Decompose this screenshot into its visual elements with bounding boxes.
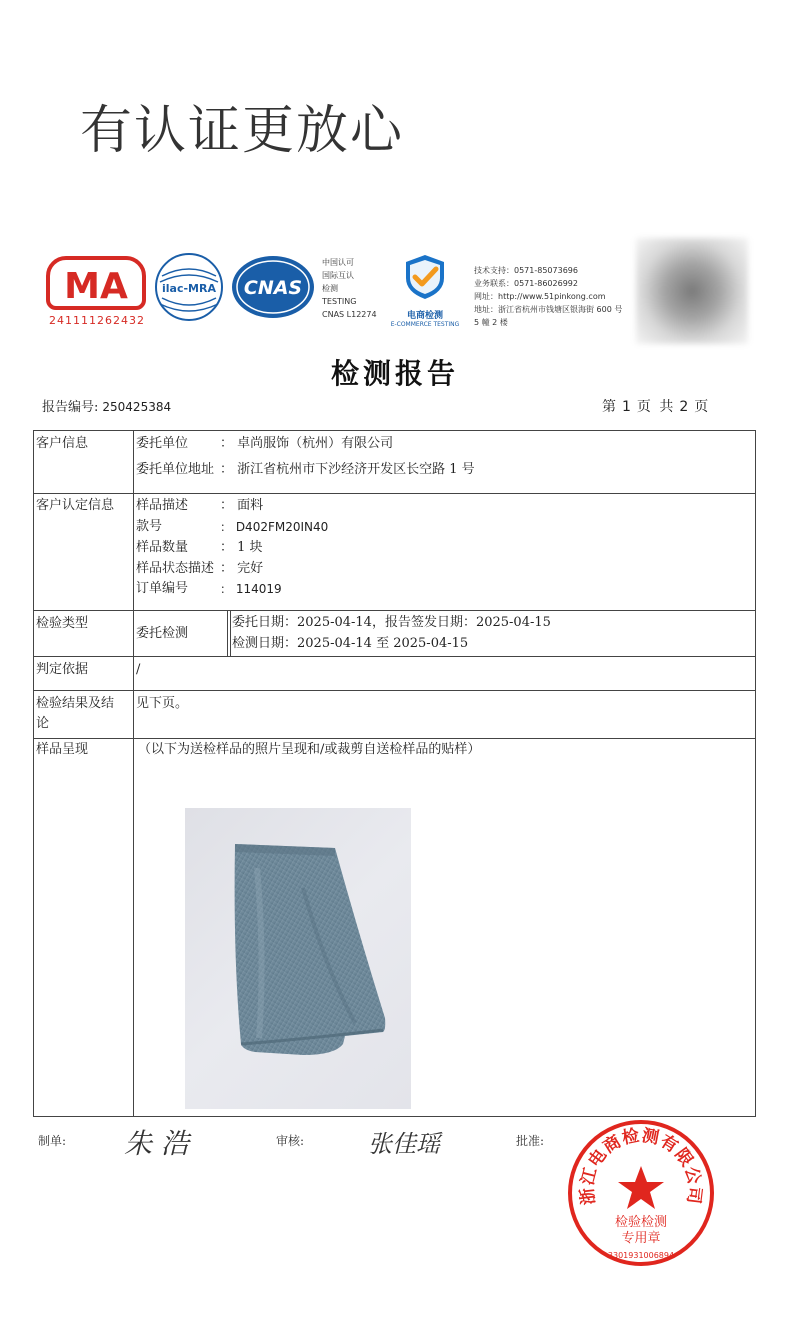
result-value: 见下页。 [136,696,189,711]
page-headline: 有认证更放心 [80,101,405,161]
page-indicator [602,396,708,416]
cnas-logo [230,254,316,320]
blurred-qr-code [636,238,748,344]
cnas-text: CNAS [243,277,303,299]
shield-check-icon [400,252,450,302]
sample-section-label: 客户认定信息 [36,498,115,513]
client-address-label: 委托单位地址 [136,462,215,477]
client-address-value: ： 浙江省杭州市下沙经济开发区长空路 1 号 [220,462,475,477]
cnas-line: TESTING [322,297,357,306]
style-number-value: ： D402FM20IN40 [220,520,329,534]
result-label-line1: 检验结果及结 [36,696,115,711]
maker-label: 制单: [38,1134,67,1148]
seal-number: 3301931006894 [607,1251,675,1260]
entrust-date: 委托日期：2025-04-14，报告签发日期：2025-04-15 [232,615,551,630]
order-number-value: ： 114019 [220,582,282,596]
cma-mark: MA [46,256,146,310]
client-unit-label: 委托单位 [136,436,189,451]
cnas-line: CNAS L12274 [322,310,377,319]
cnas-line: 国际互认 [322,271,354,280]
sample-photo [185,808,411,1109]
reviewer-signature: 张佳瑶 [368,1130,440,1158]
cnas-line: 中国认可 [322,258,354,267]
seal-line2: 专用章 [621,1231,661,1246]
contact-line: 技术支持：0571-85073696 [474,266,578,275]
contact-info [474,264,622,329]
inspect-type-label: 检验类型 [36,616,89,631]
page-mid: 页 共 [636,399,674,415]
page-suffix: 页 [694,399,709,415]
sample-desc-value: ： 面料 [220,498,264,513]
page-total: 2 [679,399,689,415]
ilac-text: ilac-MRA [162,282,216,295]
cma-logo [46,256,148,327]
page-current: 1 [622,399,631,415]
test-date: 检测日期：2025-04-14 至 2025-04-15 [232,636,469,651]
ecommerce-cn: 电商检测 [406,311,443,321]
basis-label: 判定依据 [36,662,89,677]
report-number-value: 250425384 [102,400,172,414]
ecommerce-en: E-COMMERCE TESTING [390,321,460,328]
ilac-mra-logo [154,252,224,322]
sample-show-note: （以下为送检样品的照片呈现和/或裁剪自送检样品的贴样） [138,742,481,757]
contact-line: 业务联系：0571-86026992 [474,279,578,288]
sample-desc-label: 样品描述 [136,498,189,513]
ecommerce-testing-logo [390,252,460,328]
report-table [33,430,756,1117]
seal-line1: 检验检测 [614,1215,668,1230]
client-unit-value: ： 卓尚服饰（杭州）有限公司 [220,436,394,451]
contact-line: 网址：http://www.51pinkong.com [474,292,606,301]
denim-fabric-image [185,808,411,1109]
maker-signature: 朱 浩 [124,1127,189,1160]
cma-number: 241111262432 [49,314,145,327]
sample-qty-label: 样品数量 [136,540,189,555]
report-title: 检测报告 [330,357,459,390]
report-number [42,396,171,415]
star-icon [618,1166,664,1209]
reviewer-label: 审核: [276,1134,305,1148]
style-number-label: 款号 [136,519,163,534]
client-section-label: 客户信息 [36,436,89,451]
sample-state-value: ： 完好 [220,561,264,576]
sample-show-label: 样品呈现 [36,742,89,757]
cnas-caption [322,256,377,321]
cnas-line: 检测 [322,284,338,293]
approver-label: 批准: [516,1134,545,1148]
page-prefix: 第 [602,399,616,415]
seal-company-name: 浙江电商检测有限公司 [577,1125,705,1206]
contact-line: 地址：浙江省杭州市钱塘区银海街 600 号 [474,305,623,314]
order-number-label: 订单编号 [136,581,189,596]
sample-qty-value: ： 1 块 [220,540,263,555]
result-label-line2: 论 [36,716,50,731]
sample-state-label: 样品状态描述 [136,561,215,576]
contact-line: 5 幢 2 楼 [474,318,508,327]
report-number-label: 报告编号: [42,400,99,415]
inspect-type-value: 委托检测 [136,626,189,641]
official-seal-stamp [566,1118,716,1268]
basis-value: / [136,662,141,677]
